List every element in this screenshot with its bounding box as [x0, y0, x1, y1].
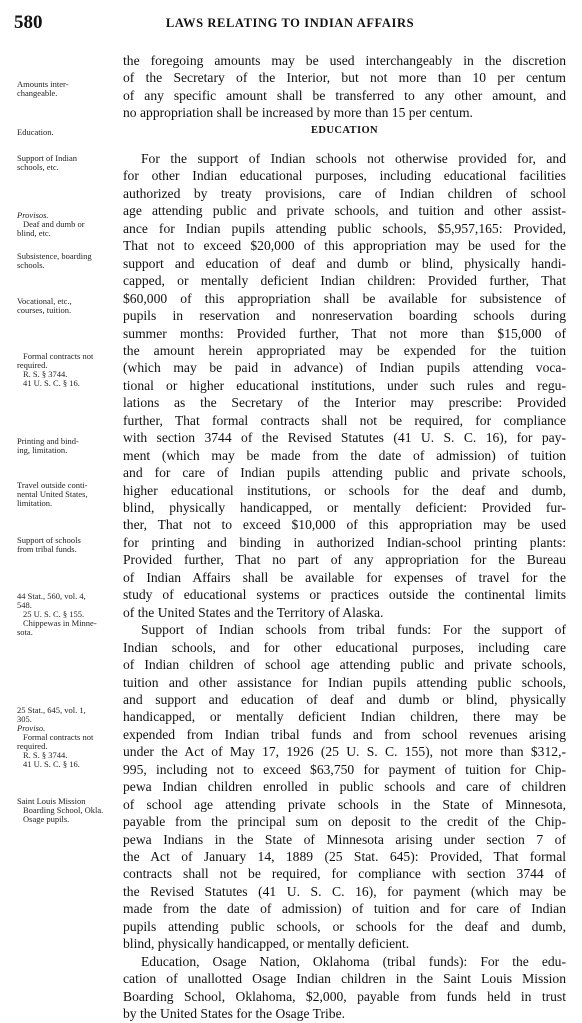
- body-line-wrap: [123, 377, 566, 394]
- body-line-wrap: [123, 167, 566, 184]
- margin-note-line: Saint Louis Mission: [17, 797, 86, 806]
- body-line-wrap: [123, 272, 566, 289]
- body-line-wrap: [123, 813, 566, 830]
- body-line: pewa Indians in the State of Minnesota arising under section 7 of: [123, 831, 566, 847]
- body-line: for printing and binding in authorized Indian-school printing plants:: [123, 534, 566, 550]
- body-line: tuition and other assistance for Indian pupils attending public schools,: [123, 674, 566, 690]
- margin-note-line: 41 U. S. C. § 16.: [23, 379, 80, 388]
- body-line-wrap: [123, 935, 566, 952]
- body-line: the foregoing amounts may be used interchangeably in the discretion: [123, 53, 566, 68]
- body-line-wrap: [123, 883, 566, 900]
- body-line: ther, That not to exceed $10,000 of this appropriation may be used: [123, 517, 566, 533]
- body-line: Support of Indian schools from tribal funds: For the support of: [141, 622, 566, 638]
- body-line-wrap: [123, 447, 566, 464]
- margin-note: [17, 297, 121, 315]
- body-line-wrap: [123, 255, 566, 272]
- body-line-wrap: [123, 185, 566, 202]
- margin-note-line: 25 U. S. C. § 155.: [23, 610, 85, 619]
- body-line-wrap: [123, 569, 566, 586]
- body-line: of school age attending private schools in the State of Minnesota,: [123, 796, 566, 812]
- margin-note-line: Osage pupils.: [23, 815, 70, 824]
- body-line: further, That formal contracts shall not be required, for compliance: [123, 412, 566, 428]
- body-line-wrap: [123, 726, 566, 743]
- margin-note-line: 548.: [17, 601, 32, 610]
- body-line: of Indian Affairs shall be available for expenses of travel for the: [123, 569, 566, 585]
- body-line-wrap: [123, 325, 566, 342]
- body-line-wrap: [123, 621, 566, 638]
- margin-note-line: Proviso.: [17, 724, 46, 733]
- margin-note-line: 41 U. S. C. § 16.: [23, 760, 80, 769]
- body-line: the amount herein appropriated may be expended for the tuition: [123, 342, 566, 358]
- body-line-wrap: [123, 674, 566, 691]
- margin-note: [17, 80, 121, 98]
- margin-note-line: Amounts inter-: [17, 80, 69, 89]
- body-line: pewa Indian children enrolled in public schools and care of children: [123, 779, 566, 795]
- body-line: tional or higher educational institutions, under such rules and regu-: [123, 377, 566, 393]
- margin-note-line: R. S. § 3744.: [23, 370, 68, 379]
- body-line-wrap: [123, 464, 566, 481]
- margin-note-line: 25 Stat., 645, vol. 1,: [17, 706, 86, 715]
- body-line: and for care of Indian pupils attending public and private schools,: [123, 465, 566, 481]
- body-line: of Indian children of school age attending public and private schools,: [123, 657, 566, 673]
- body-line: Indian schools, and for other educational purposes, including care: [123, 639, 566, 655]
- body-line-wrap: [123, 87, 566, 104]
- margin-note: [17, 437, 121, 455]
- body-line-wrap: [123, 900, 566, 917]
- body-line: support and education of deaf and dumb or blind, physically handi-: [123, 255, 566, 271]
- body-line: capped, or mentally deficient Indian children: Provided further, That: [123, 273, 566, 289]
- margin-note-line: schools, etc.: [17, 163, 59, 172]
- body-line-wrap: [123, 639, 566, 656]
- body-line: for other Indian educational purposes, including educational facilities: [123, 168, 566, 184]
- body-line-wrap: [123, 150, 566, 167]
- body-line: the Revised Statutes (41 U. S. C. 16), for payment (which may be: [123, 883, 566, 899]
- margin-note-line: changeable.: [17, 89, 58, 98]
- margin-note-line: blind, etc.: [17, 229, 51, 238]
- margin-note-line: Provisos.: [17, 211, 49, 220]
- body-line-wrap: [123, 708, 566, 725]
- body-line: expended from Indian tribal funds and from school revenues arising: [123, 726, 566, 742]
- body-line: with section 3744 of the Revised Statutes (41 U. S. C. 16), for pay-: [123, 430, 566, 446]
- body-line-wrap: [123, 656, 566, 673]
- body-line: of the Secretary of the Interior, but not more than 10 per centum: [123, 70, 566, 86]
- body-line-wrap: [123, 220, 566, 237]
- body-line-wrap: [123, 970, 566, 987]
- body-line-wrap: [123, 918, 566, 935]
- page-number: 580: [14, 12, 43, 33]
- body-line-wrap: [123, 848, 566, 865]
- body-line: pupils in reservation and nonreservation boarding schools during: [123, 308, 566, 324]
- body-line: summer months: Provided further, That not more than $15,000 of: [123, 325, 566, 341]
- body-line-wrap: [123, 499, 566, 516]
- body-line: payable from the principal sum on deposit to the credit of the Chip-: [123, 814, 566, 830]
- margin-note: [17, 592, 121, 637]
- margin-note-line: Support of Indian: [17, 154, 77, 163]
- body-line: blind, physically handicapped, or mentally deficient.: [123, 936, 410, 952]
- body-line: authorized by treaty provisions, care of Indian children of school: [123, 185, 566, 201]
- margin-note-line: required.: [17, 742, 48, 751]
- margin-note-line: R. S. § 3744.: [23, 751, 68, 760]
- body-line: of any specific amount shall be transferred to any other amount, and: [123, 87, 566, 103]
- running-title: LAWS RELATING TO INDIAN AFFAIRS: [165, 16, 415, 30]
- body-line-wrap: [123, 691, 566, 708]
- body-line: $60,000 of this appropriation shall be available for subsistence of: [123, 290, 566, 306]
- body-line: higher educational institutions, or schools for the deaf and dumb,: [123, 482, 566, 498]
- margin-note-line: schools.: [17, 261, 45, 270]
- body-line-wrap: [123, 551, 566, 568]
- body-line-wrap: [123, 831, 566, 848]
- margin-note-line: ing, limitation.: [17, 446, 68, 455]
- body-line: made from the date of admission) of tuition and for care of Indian: [123, 901, 566, 917]
- body-line-wrap: [123, 412, 566, 429]
- margin-note: [17, 154, 121, 172]
- margin-note-line: sota.: [17, 628, 33, 637]
- body-line: handicapped, or mentally deficient Indian children, there may be: [123, 709, 566, 725]
- body-line: lations as the Secretary of the Interior may prescribe: Provided: [123, 395, 566, 411]
- body-line-wrap: [123, 953, 566, 970]
- margin-note-line: Printing and bind-: [17, 437, 79, 446]
- body-line-wrap: [123, 534, 566, 551]
- body-line: the Act of January 14, 1889 (25 Stat. 645): Provided, That formal: [123, 849, 566, 864]
- margin-note: [17, 128, 121, 137]
- margin-note-line: Formal contracts not: [23, 352, 94, 361]
- margin-note-line: Subsistence, boarding: [17, 252, 92, 261]
- body-line-wrap: [123, 482, 566, 499]
- body-line-wrap: [123, 52, 566, 69]
- body-line: and support and education of deaf and dumb or blind, physically: [123, 691, 566, 707]
- body-line: Boarding School, Oklahoma, $2,000, payable from funds held in trust: [123, 988, 566, 1004]
- body-line: ment (which may be made from the date of admission) of tuition: [123, 447, 566, 463]
- body-line: ance for Indian pupils attending public schools, $5,957,165: Provided,: [123, 220, 566, 236]
- page-header: [12, 12, 568, 32]
- body-line: by the United States for the Osage Tribe.: [123, 1006, 345, 1022]
- margin-note: [17, 352, 121, 388]
- margin-note-line: Vocational, etc.,: [17, 297, 72, 306]
- margin-note: [17, 536, 121, 554]
- body-line: For the support of Indian schools not otherwise provided for, and: [141, 151, 566, 166]
- body-line: study of educational systems or practices outside the continental limits: [123, 587, 566, 603]
- body-line-wrap: [123, 394, 566, 411]
- body-line: of the United States and the Territory of Alaska.: [123, 604, 384, 620]
- margin-note-line: Formal contracts not: [23, 733, 94, 742]
- body-line-wrap: [123, 586, 566, 603]
- body-line-wrap: [123, 743, 566, 760]
- body-line: Education, Osage Nation, Oklahoma (tribal funds): For the edu-: [141, 953, 566, 969]
- body-line: contracts shall not be required, for compliance with section 3744 of: [123, 866, 566, 882]
- margin-note-line: Travel outside conti-: [17, 481, 88, 490]
- body-line-wrap: [123, 342, 566, 359]
- body-line-wrap: [123, 796, 566, 813]
- margin-note-line: required.: [17, 361, 48, 370]
- body-line-wrap: [123, 307, 566, 324]
- body-line-wrap: [123, 69, 566, 86]
- body-line-wrap: [123, 988, 566, 1005]
- margin-note: [17, 481, 121, 508]
- margin-note-line: Support of schools: [17, 536, 81, 545]
- margin-note-line: Chippewas in Minne-: [23, 619, 97, 628]
- margin-note-line: courses, tuition.: [17, 306, 72, 315]
- body-line: under the Act of May 17, 1926 (25 U. S. C. 155), not more than $312,-: [123, 744, 566, 760]
- body-line-wrap: [123, 761, 566, 778]
- margin-note-line: Boarding School, Okla.: [23, 806, 104, 815]
- margin-note: [17, 706, 121, 769]
- margin-note-line: from tribal funds.: [17, 545, 77, 554]
- body-line: Provided further, That no part of any appropriation for the Bureau: [123, 552, 566, 568]
- section-title: EDUCATION: [311, 125, 378, 136]
- body-line: age attending public and private schools, and tuition and other assist-: [123, 203, 566, 219]
- body-line: cation of unallotted Osage Indian children in the Saint Louis Mission: [123, 971, 566, 987]
- body-line-wrap: [123, 516, 566, 533]
- margin-note: [17, 211, 121, 238]
- body-line-wrap: [123, 1005, 566, 1022]
- margin-note-line: 44 Stat., 560, vol. 4,: [17, 592, 86, 601]
- margin-note-line: Deaf and dumb or: [23, 220, 85, 229]
- body-line-wrap: [123, 290, 566, 307]
- body-line-wrap: [123, 778, 566, 795]
- margin-note-line: nental United States,: [17, 490, 88, 499]
- body-line-wrap: [123, 865, 566, 882]
- body-line-wrap: [123, 604, 566, 621]
- margin-note: [17, 252, 121, 270]
- margin-note-line: 305.: [17, 715, 32, 724]
- margin-note-line: Education.: [17, 128, 54, 137]
- body-line-wrap: [123, 237, 566, 254]
- body-line-wrap: [123, 202, 566, 219]
- margin-note-line: limitation.: [17, 499, 53, 508]
- margin-note: [17, 797, 121, 824]
- body-line-wrap: [123, 359, 566, 376]
- body-line: 995, including not to exceed $63,750 for payment of tuition for Chip-: [123, 761, 566, 777]
- body-line: blind, physically handicapped, or mentally deficient: Provided fur-: [123, 500, 566, 515]
- body-line: pupils attending public schools, or schools for the deaf and dumb,: [123, 918, 566, 934]
- body-line-wrap: [123, 104, 566, 121]
- body-line: That not to exceed $20,000 of this appropriation may be used for the: [123, 238, 566, 254]
- body-line: (which may be paid in advance) of Indian pupils attending voca-: [123, 360, 566, 376]
- body-line-wrap: [123, 429, 566, 446]
- body-line: no appropriation shall be increased by more than 15 per centum.: [123, 105, 473, 121]
